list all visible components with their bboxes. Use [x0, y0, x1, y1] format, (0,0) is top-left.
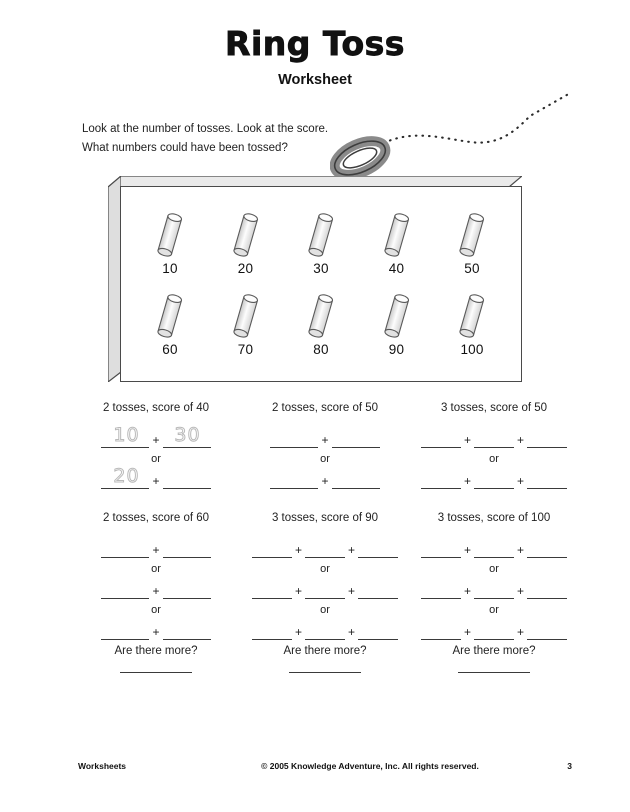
answer-line: [410, 539, 578, 558]
answer-blank[interactable]: [252, 540, 292, 558]
peg-label: 20: [237, 261, 254, 276]
toss-trajectory-art: [330, 86, 620, 186]
peg-label: 40: [388, 261, 405, 276]
plus-sign: +: [463, 543, 471, 557]
instruction-line-1: Look at the number of tosses. Look at the score.: [82, 123, 329, 135]
answer-line: [241, 621, 409, 640]
peg-cylinder-icon: [455, 209, 489, 259]
are-there-more-prompt: Are there more?: [452, 645, 536, 657]
plus-sign: +: [294, 625, 302, 639]
peg-label: 70: [237, 342, 254, 357]
plus-sign: +: [348, 543, 356, 557]
answer-blank[interactable]: [474, 581, 514, 599]
answer-blank[interactable]: [527, 581, 567, 599]
plus-sign: +: [517, 543, 525, 557]
plus-sign: +: [463, 625, 471, 639]
answer-blank[interactable]: [474, 622, 514, 640]
answer-blank[interactable]: [358, 540, 398, 558]
peg-70: [218, 290, 274, 357]
answer-blank[interactable]: [163, 424, 211, 448]
peg-20: [218, 209, 274, 276]
plus-sign: +: [517, 625, 525, 639]
answer-blank[interactable]: [163, 471, 211, 489]
plus-sign: +: [152, 474, 160, 488]
traced-sample-answer: 30: [174, 424, 201, 446]
plus-sign: +: [294, 584, 302, 598]
plus-sign: +: [517, 474, 525, 488]
peg-grid: [120, 186, 522, 382]
answer-line: [410, 621, 578, 640]
or-separator: or: [320, 563, 330, 575]
exercise-cell-1: [72, 402, 240, 489]
answer-blank[interactable]: [358, 581, 398, 599]
peg-cylinder-icon: [455, 290, 489, 340]
answer-blank[interactable]: [332, 471, 380, 489]
peg-cylinder-icon: [380, 209, 414, 259]
footer-copyright: © 2005 Knowledge Adventure, Inc. All rights reserved.: [261, 761, 479, 771]
plus-sign: +: [463, 433, 471, 447]
or-separator: or: [320, 453, 330, 465]
traced-sample-answer: 20: [113, 465, 140, 487]
final-answer-blank[interactable]: [120, 671, 192, 673]
peg-label: 90: [388, 342, 405, 357]
peg-cylinder-icon: [229, 290, 263, 340]
final-answer-row: [241, 671, 409, 673]
plus-sign: +: [463, 584, 471, 598]
answer-blank[interactable]: [252, 622, 292, 640]
answer-blank[interactable]: [527, 540, 567, 558]
plus-sign: +: [348, 625, 356, 639]
answer-blank[interactable]: [163, 581, 211, 599]
peg-label: 60: [162, 342, 178, 357]
page-footer: [78, 761, 572, 771]
answer-line: [410, 580, 578, 599]
exercise-heading: 2 tosses, score of 60: [102, 512, 210, 524]
exercise-cell-5: [241, 512, 409, 673]
answer-blank[interactable]: [270, 430, 318, 448]
peg-30: [293, 209, 349, 276]
footer-section-label: Worksheets: [78, 761, 127, 771]
exercise-grid: [72, 402, 578, 673]
answer-blank[interactable]: [527, 471, 567, 489]
answer-line: [72, 424, 240, 448]
answer-line: [72, 465, 240, 489]
answer-line: [410, 470, 578, 489]
peg-cylinder-icon: [304, 209, 338, 259]
exercise-cell-3: [410, 402, 578, 489]
final-answer-row: [410, 671, 578, 673]
traced-sample-answer: 10: [113, 424, 140, 446]
answer-line: [72, 621, 240, 640]
answer-blank[interactable]: [421, 581, 461, 599]
peg-label: 50: [464, 261, 480, 276]
peg-10: [142, 209, 198, 276]
answer-blank[interactable]: [163, 540, 211, 558]
instructions: [82, 120, 328, 158]
plus-sign: +: [152, 543, 160, 557]
or-separator: or: [151, 563, 161, 575]
answer-blank[interactable]: [358, 622, 398, 640]
answer-blank[interactable]: [305, 540, 345, 558]
answer-blank[interactable]: [101, 465, 149, 489]
plus-sign: +: [152, 584, 160, 598]
exercise-cell-4: [72, 512, 240, 673]
final-answer-blank[interactable]: [289, 671, 361, 673]
are-there-more-prompt: Are there more?: [283, 645, 367, 657]
exercise-heading: 2 tosses, score of 40: [102, 402, 210, 414]
footer-page-number: 3: [567, 761, 572, 771]
answer-blank[interactable]: [421, 622, 461, 640]
exercise-row-1: [72, 402, 578, 489]
or-separator: or: [320, 604, 330, 616]
exercise-row-2: [72, 512, 578, 673]
exercise-heading: 3 tosses, score of 50: [440, 402, 548, 414]
plus-sign: +: [517, 584, 525, 598]
answer-line: [72, 539, 240, 558]
toss-path-svg: [330, 86, 620, 186]
peg-row-2: [142, 290, 500, 357]
or-separator: or: [151, 604, 161, 616]
or-separator: or: [151, 453, 161, 465]
peg-100: [444, 290, 500, 357]
instruction-line-2: What numbers could have been tossed?: [82, 142, 288, 154]
answer-blank[interactable]: [527, 622, 567, 640]
answer-blank[interactable]: [101, 581, 149, 599]
plus-sign: +: [152, 625, 160, 639]
dotted-arc-icon: [378, 92, 572, 146]
plus-sign: +: [321, 474, 329, 488]
or-separator: or: [489, 604, 499, 616]
plus-sign: +: [348, 584, 356, 598]
answer-blank[interactable]: [421, 471, 461, 489]
answer-blank[interactable]: [474, 540, 514, 558]
peg-label: 100: [460, 342, 484, 357]
exercise-heading: 2 tosses, score of 50: [271, 402, 379, 414]
answer-blank[interactable]: [101, 424, 149, 448]
answer-line: [410, 429, 578, 448]
answer-blank[interactable]: [163, 622, 211, 640]
answer-blank[interactable]: [101, 540, 149, 558]
answer-line: [72, 580, 240, 599]
exercise-cell-2: [241, 402, 409, 489]
ring-toss-board: [108, 176, 522, 382]
answer-line: [241, 470, 409, 489]
peg-cylinder-icon: [380, 290, 414, 340]
peg-80: [293, 290, 349, 357]
answer-line: [241, 580, 409, 599]
answer-blank[interactable]: [527, 430, 567, 448]
or-separator: or: [489, 453, 499, 465]
peg-50: [444, 209, 500, 276]
peg-cylinder-icon: [229, 209, 263, 259]
peg-cylinder-icon: [153, 209, 187, 259]
or-separator: or: [489, 563, 499, 575]
plus-sign: +: [294, 543, 302, 557]
peg-label: 10: [162, 261, 178, 276]
plus-sign: +: [321, 433, 329, 447]
peg-90: [369, 290, 425, 357]
plus-sign: +: [517, 433, 525, 447]
ring-icon: [330, 134, 390, 182]
peg-row-1: [142, 209, 500, 276]
exercise-heading: 3 tosses, score of 90: [271, 512, 379, 524]
answer-blank[interactable]: [474, 430, 514, 448]
peg-40: [369, 209, 425, 276]
answer-line: [241, 429, 409, 448]
answer-blank[interactable]: [332, 430, 380, 448]
peg-60: [142, 290, 198, 357]
answer-blank[interactable]: [252, 581, 292, 599]
are-there-more-prompt: Are there more?: [114, 645, 198, 657]
answer-blank[interactable]: [474, 471, 514, 489]
final-answer-blank[interactable]: [458, 671, 530, 673]
final-answer-row: [72, 671, 240, 673]
page-title: Ring Toss: [225, 24, 405, 63]
answer-blank[interactable]: [101, 622, 149, 640]
plus-sign: +: [463, 474, 471, 488]
peg-cylinder-icon: [304, 290, 338, 340]
peg-label: 30: [313, 261, 329, 276]
answer-blank[interactable]: [305, 622, 345, 640]
exercise-heading: 3 tosses, score of 100: [437, 512, 551, 524]
answer-blank[interactable]: [270, 471, 318, 489]
peg-label: 80: [313, 342, 329, 357]
answer-line: [241, 539, 409, 558]
page-subtitle: Worksheet: [278, 72, 352, 88]
exercise-cell-6: [410, 512, 578, 673]
answer-blank[interactable]: [305, 581, 345, 599]
peg-cylinder-icon: [153, 290, 187, 340]
plus-sign: +: [152, 433, 160, 447]
answer-blank[interactable]: [421, 540, 461, 558]
answer-blank[interactable]: [421, 430, 461, 448]
